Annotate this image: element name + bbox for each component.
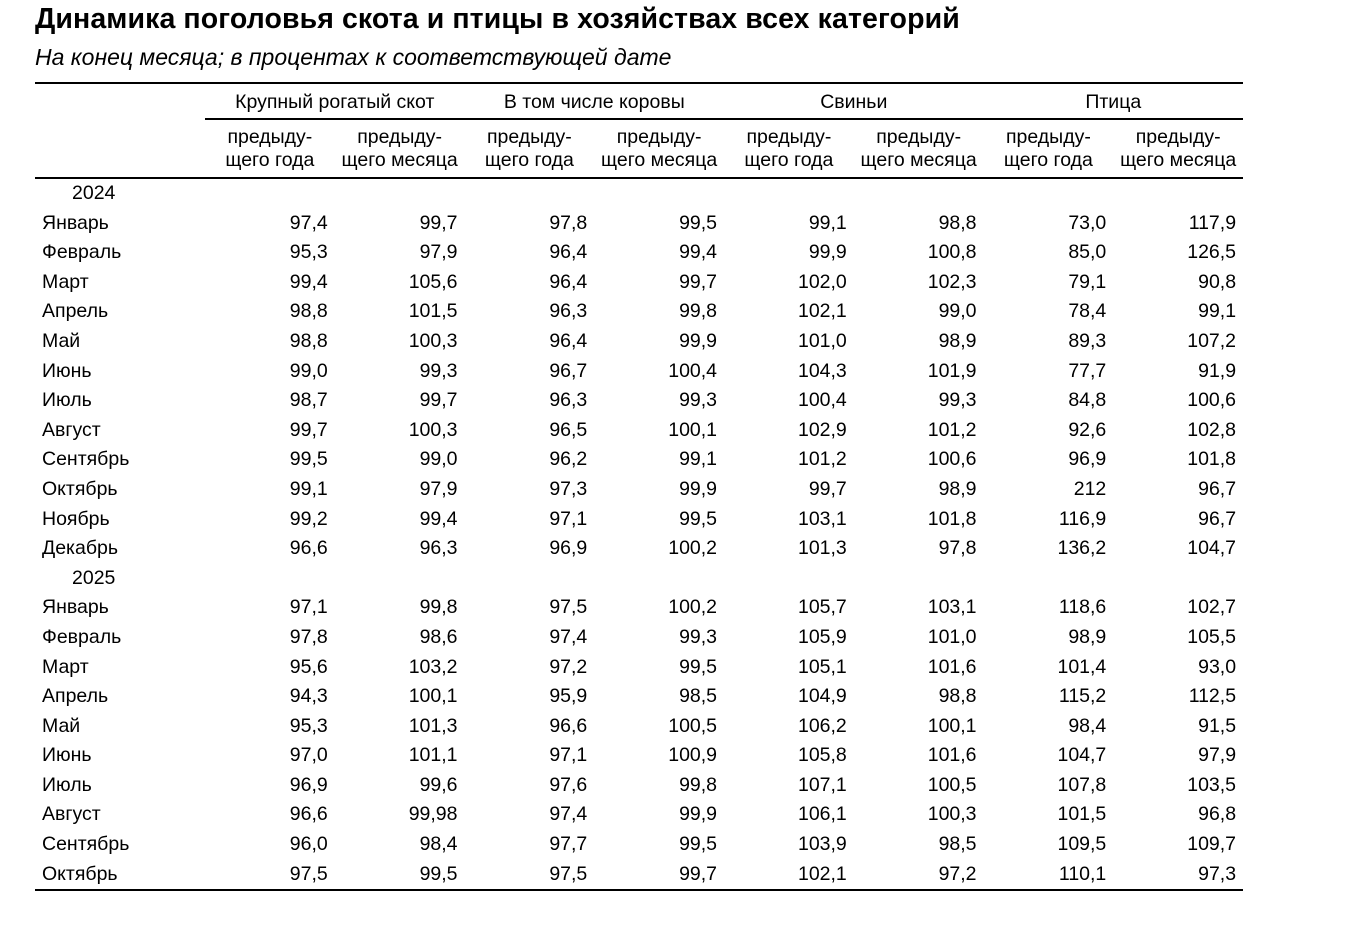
value-cell: 100,2 [668, 537, 718, 560]
value-cell: 99,4 [419, 507, 458, 530]
value-cell [335, 178, 465, 209]
year-row [35, 564, 1243, 594]
subheader-line2: щего месяца [341, 148, 458, 171]
group-header-pigs: Свиньи [724, 83, 984, 119]
table-row [35, 297, 1243, 327]
month-label: Сентябрь [42, 833, 130, 856]
group-header-cows: В том числе коровы [465, 83, 725, 119]
value-cell: 100,9 [668, 744, 718, 767]
subheader-line1: предыду- [1135, 125, 1221, 148]
value-cell: 102,8 [1187, 418, 1237, 441]
table-row [35, 593, 1243, 623]
value-cell: 102,0 [797, 270, 847, 293]
value-cell: 99,9 [679, 329, 718, 352]
value-cell: 97,0 [289, 744, 328, 767]
value-cell: 97,5 [465, 860, 595, 891]
month-label: Декабрь [42, 537, 119, 560]
year-row [35, 178, 1243, 209]
subheader-line1: предыду- [876, 125, 962, 148]
value-cell: 100,3 [927, 803, 977, 826]
value-cell: 100,8 [927, 241, 977, 264]
value-cell: 99,98 [408, 803, 458, 826]
value-cell [724, 564, 854, 594]
value-cell: 99,9 [808, 241, 847, 264]
value-cell: 97,1 [289, 596, 328, 619]
value-cell: 97,5 [205, 860, 335, 891]
value-cell: 101,8 [927, 507, 977, 530]
value-cell: 96,9 [1068, 448, 1107, 471]
subheader-line2: щего месяца [601, 148, 718, 171]
value-cell: 95,3 [289, 714, 328, 737]
value-cell: 101,5 [408, 300, 458, 323]
value-cell: 96,5 [549, 418, 588, 441]
value-cell: 99,7 [594, 860, 724, 891]
month-label: Сентябрь [42, 448, 130, 471]
value-cell: 100,2 [668, 596, 718, 619]
value-cell: 97,3 [549, 477, 588, 500]
group-header-poultry: Птица [984, 83, 1244, 119]
table-body [35, 178, 1243, 890]
value-cell: 95,6 [289, 655, 328, 678]
value-cell: 97,6 [549, 773, 588, 796]
value-cell: 99,9 [679, 803, 718, 826]
value-cell: 99,7 [679, 270, 718, 293]
month-label: Август [42, 803, 101, 826]
value-cell: 73,0 [1068, 211, 1107, 234]
value-cell: 98,8 [938, 211, 977, 234]
value-cell: 92,6 [1068, 418, 1107, 441]
value-cell: 97,8 [289, 625, 328, 648]
value-cell: 103,5 [1187, 773, 1237, 796]
month-label: Июль [42, 773, 92, 796]
value-cell [594, 178, 724, 209]
value-cell: 101,5 [1057, 803, 1107, 826]
value-cell: 100,4 [797, 389, 847, 412]
page-subtitle: На конец месяца; в процентах к соответствующей дате [35, 44, 672, 70]
value-cell: 84,8 [1068, 389, 1107, 412]
value-cell: 99,4 [679, 241, 718, 264]
value-cell: 99,0 [419, 448, 458, 471]
month-label: Июнь [42, 744, 92, 767]
value-cell: 103,9 [797, 833, 847, 856]
value-cell: 96,3 [549, 300, 588, 323]
value-cell: 99,7 [808, 477, 847, 500]
subheader-prev-month [594, 119, 724, 178]
value-cell [205, 178, 335, 209]
month-label: Август [42, 418, 101, 441]
value-cell: 96,6 [289, 537, 328, 560]
value-cell: 99,8 [679, 773, 718, 796]
value-cell: 99,1 [1198, 300, 1237, 323]
value-cell [724, 178, 854, 209]
year-label: 2025 [72, 566, 116, 589]
value-cell: 126,5 [1187, 241, 1237, 264]
value-cell: 99,1 [808, 211, 847, 234]
value-cell: 97,4 [549, 803, 588, 826]
value-cell: 77,7 [1068, 359, 1107, 382]
subheader-prev-month [1113, 119, 1243, 178]
value-cell: 97,1 [549, 744, 588, 767]
table-row [35, 534, 1243, 564]
value-cell: 98,8 [938, 685, 977, 708]
month-label: Апрель [42, 300, 109, 323]
value-cell: 97,1 [549, 507, 588, 530]
value-cell: 98,7 [289, 389, 328, 412]
table-row [35, 209, 1243, 239]
value-cell: 100,3 [408, 329, 458, 352]
value-cell: 118,6 [1058, 596, 1107, 619]
month-label: Июль [42, 389, 92, 412]
value-cell: 100,3 [408, 418, 458, 441]
value-cell: 99,5 [289, 448, 328, 471]
table-row [35, 712, 1243, 742]
group-header-cattle: Крупный рогатый скот [205, 83, 465, 119]
value-cell: 102,9 [797, 418, 847, 441]
value-cell: 96,4 [549, 270, 588, 293]
value-cell [984, 178, 1114, 209]
value-cell: 101,2 [797, 448, 847, 471]
value-cell: 99,3 [419, 359, 458, 382]
value-cell: 104,7 [1187, 537, 1237, 560]
value-cell: 97,4 [549, 625, 588, 648]
subheader-prev-year [984, 119, 1114, 178]
value-cell: 110,1 [984, 860, 1114, 891]
month-label: Май [42, 714, 81, 737]
value-cell: 116,9 [1058, 507, 1107, 530]
value-cell: 85,0 [1068, 241, 1107, 264]
value-cell: 96,3 [419, 537, 458, 560]
value-cell: 117,9 [1188, 211, 1237, 234]
value-cell [984, 564, 1114, 594]
month-label: Январь [42, 596, 109, 619]
month-label: Январь [42, 211, 109, 234]
value-cell: 98,6 [419, 625, 458, 648]
value-cell: 100,1 [408, 685, 458, 708]
subheader-line1: предыду- [616, 125, 702, 148]
month-label: Март [42, 655, 89, 678]
subheader-line2: щего года [225, 148, 315, 171]
value-cell [1113, 178, 1243, 209]
corner-cell-sub [35, 119, 205, 178]
subheader-line2: щего года [1003, 148, 1093, 171]
subheader-line1: предыду- [486, 125, 572, 148]
value-cell: 99,9 [679, 477, 718, 500]
value-cell: 98,9 [1068, 625, 1107, 648]
value-cell: 98,9 [938, 477, 977, 500]
value-cell: 101,3 [408, 714, 458, 737]
subheader-line1: предыду- [357, 125, 443, 148]
value-cell [335, 564, 465, 594]
value-cell [1113, 564, 1243, 594]
subheader-line2: щего года [744, 148, 834, 171]
value-cell: 89,3 [1068, 329, 1107, 352]
value-cell: 109,7 [1187, 833, 1237, 856]
value-cell: 106,1 [797, 803, 847, 826]
value-cell: 102,1 [724, 860, 854, 891]
table-row [35, 505, 1243, 535]
value-cell: 97,9 [419, 241, 458, 264]
livestock-table [35, 82, 1243, 891]
table-row [35, 860, 1243, 891]
value-cell: 99,6 [419, 773, 458, 796]
value-cell: 98,5 [938, 833, 977, 856]
value-cell: 97,2 [549, 655, 588, 678]
value-cell: 95,3 [289, 241, 328, 264]
value-cell: 101,0 [797, 329, 847, 352]
table-row [35, 741, 1243, 771]
value-cell: 99,1 [289, 477, 328, 500]
subheader-line2: щего месяца [860, 148, 977, 171]
subheader-prev-month [335, 119, 465, 178]
value-cell: 96,6 [549, 714, 588, 737]
value-cell: 101,2 [927, 418, 977, 441]
value-cell: 101,8 [1187, 448, 1237, 471]
table-row [35, 682, 1243, 712]
value-cell: 98,8 [289, 329, 328, 352]
value-cell: 101,6 [927, 655, 977, 678]
value-cell: 98,5 [679, 685, 718, 708]
value-cell: 98,4 [1068, 714, 1107, 737]
month-label: Май [42, 329, 81, 352]
table-row [35, 357, 1243, 387]
value-cell: 101,6 [927, 744, 977, 767]
subheader-prev-year [465, 119, 595, 178]
value-cell: 99,5 [335, 860, 465, 891]
value-cell: 102,7 [1187, 596, 1237, 619]
month-label: Февраль [42, 241, 122, 264]
value-cell: 99,3 [679, 625, 718, 648]
value-cell: 96,7 [1198, 477, 1237, 500]
value-cell: 91,9 [1198, 359, 1237, 382]
subheader-prev-year [205, 119, 335, 178]
subheader-line2: щего месяца [1120, 148, 1237, 171]
value-cell: 96,3 [549, 389, 588, 412]
value-cell: 99,3 [679, 389, 718, 412]
value-cell: 96,7 [1198, 507, 1237, 530]
table-row [35, 268, 1243, 298]
value-cell: 96,6 [289, 803, 328, 826]
month-label: Октябрь [35, 860, 205, 891]
month-label: Апрель [42, 685, 109, 708]
value-cell: 99,5 [679, 507, 718, 530]
value-cell: 99,7 [419, 211, 458, 234]
value-cell: 109,5 [1057, 833, 1107, 856]
table-row [35, 830, 1243, 860]
value-cell: 106,2 [797, 714, 847, 737]
value-cell: 100,4 [668, 359, 718, 382]
year-label: 2024 [72, 182, 116, 204]
table-row [35, 623, 1243, 653]
table-row [35, 238, 1243, 268]
value-cell: 97,9 [419, 477, 458, 500]
value-cell: 96,2 [549, 448, 588, 471]
value-cell: 96,4 [549, 241, 588, 264]
value-cell: 99,7 [289, 418, 328, 441]
value-cell: 78,4 [1068, 300, 1107, 323]
value-cell: 97,5 [549, 596, 588, 619]
value-cell: 97,8 [549, 211, 588, 234]
value-cell [854, 564, 984, 594]
value-cell: 101,9 [927, 359, 977, 382]
value-cell: 98,4 [419, 833, 458, 856]
value-cell: 93,0 [1198, 655, 1237, 678]
value-cell: 101,4 [1057, 655, 1107, 678]
value-cell: 99,3 [938, 389, 977, 412]
value-cell: 99,2 [289, 507, 328, 530]
value-cell: 97,8 [938, 537, 977, 560]
value-cell: 103,1 [797, 507, 847, 530]
corner-cell [35, 83, 205, 119]
value-cell: 100,1 [927, 714, 977, 737]
value-cell: 103,1 [927, 596, 977, 619]
value-cell: 96,4 [549, 329, 588, 352]
subheader-line2: щего года [484, 148, 574, 171]
value-cell: 99,4 [289, 270, 328, 293]
value-cell: 100,5 [927, 773, 977, 796]
value-cell: 101,3 [797, 537, 847, 560]
value-cell: 99,1 [679, 448, 718, 471]
subheader-line1: предыду- [227, 125, 313, 148]
value-cell: 112,5 [1188, 685, 1237, 708]
table-row [35, 416, 1243, 446]
group-header-row [35, 83, 1243, 119]
table-row [35, 653, 1243, 683]
subheader-line1: предыду- [746, 125, 832, 148]
value-cell: 99,8 [419, 596, 458, 619]
month-label: Июнь [42, 359, 92, 382]
value-cell: 98,9 [938, 329, 977, 352]
table-row [35, 800, 1243, 830]
value-cell: 99,5 [679, 655, 718, 678]
value-cell: 96,0 [289, 833, 328, 856]
table-row [35, 445, 1243, 475]
value-cell: 100,5 [668, 714, 718, 737]
value-cell [465, 564, 595, 594]
value-cell: 96,9 [289, 773, 328, 796]
value-cell: 105,8 [797, 744, 847, 767]
value-cell: 104,9 [797, 685, 847, 708]
value-cell: 95,9 [549, 685, 588, 708]
subheader-row [35, 119, 1243, 178]
month-label: Март [42, 270, 89, 293]
value-cell [205, 564, 335, 594]
value-cell: 99,8 [679, 300, 718, 323]
value-cell: 104,7 [1057, 744, 1107, 767]
value-cell [854, 178, 984, 209]
value-cell: 100,1 [668, 418, 718, 441]
value-cell: 90,8 [1198, 270, 1237, 293]
value-cell: 94,3 [289, 685, 328, 708]
value-cell: 102,1 [797, 300, 847, 323]
subheader-line1: предыду- [1005, 125, 1091, 148]
value-cell: 103,2 [408, 655, 458, 678]
value-cell: 107,8 [1057, 773, 1107, 796]
value-cell: 97,9 [1198, 744, 1237, 767]
page-title: Динамика поголовья скота и птицы в хозяйствах всех категорий [35, 3, 960, 35]
value-cell: 104,3 [797, 359, 847, 382]
month-label: Февраль [42, 625, 122, 648]
value-cell: 107,2 [1187, 329, 1237, 352]
value-cell: 97,2 [854, 860, 984, 891]
subheader-prev-month [854, 119, 984, 178]
value-cell: 100,6 [1187, 389, 1237, 412]
value-cell: 105,6 [408, 270, 458, 293]
table-row [35, 386, 1243, 416]
value-cell: 105,7 [797, 596, 847, 619]
value-cell: 102,3 [927, 270, 977, 293]
value-cell: 98,8 [289, 300, 328, 323]
table-row [35, 771, 1243, 801]
value-cell [594, 564, 724, 594]
value-cell: 101,0 [927, 625, 977, 648]
value-cell: 105,9 [797, 625, 847, 648]
value-cell: 97,4 [289, 211, 328, 234]
value-cell: 97,7 [549, 833, 588, 856]
value-cell: 91,5 [1198, 714, 1237, 737]
value-cell: 99,5 [679, 211, 718, 234]
table-row [35, 475, 1243, 505]
value-cell: 99,0 [938, 300, 977, 323]
value-cell: 101,1 [408, 744, 458, 767]
value-cell: 115,2 [1058, 685, 1107, 708]
month-label: Октябрь [42, 477, 118, 500]
value-cell: 136,2 [1057, 537, 1107, 560]
value-cell: 97,3 [1113, 860, 1243, 891]
value-cell [465, 178, 595, 209]
month-label: Ноябрь [42, 507, 110, 530]
value-cell: 96,8 [1198, 803, 1237, 826]
value-cell: 100,6 [927, 448, 977, 471]
value-cell: 96,7 [549, 359, 588, 382]
table-row [35, 327, 1243, 357]
value-cell: 99,7 [419, 389, 458, 412]
value-cell: 99,5 [679, 833, 718, 856]
value-cell: 96,9 [549, 537, 588, 560]
value-cell: 107,1 [797, 773, 847, 796]
value-cell: 105,5 [1187, 625, 1237, 648]
value-cell: 79,1 [1068, 270, 1107, 293]
value-cell: 212 [1073, 477, 1107, 500]
subheader-prev-year [724, 119, 854, 178]
value-cell: 99,0 [289, 359, 328, 382]
value-cell: 105,1 [797, 655, 847, 678]
